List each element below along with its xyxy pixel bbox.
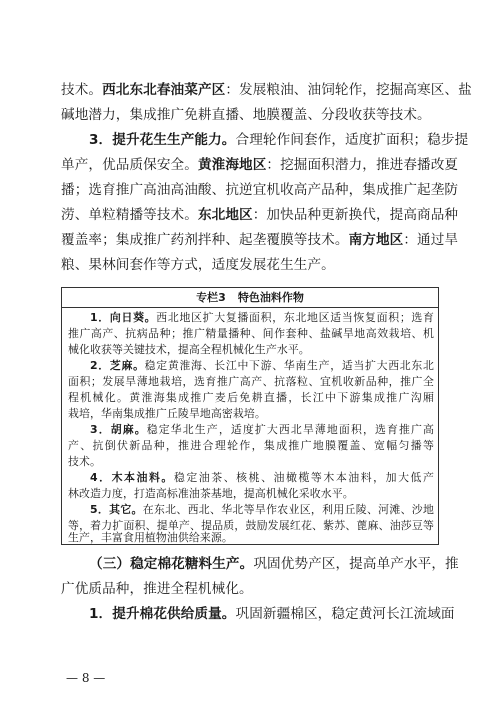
box-line: 推广高产、抗病品种；推广精量播种、间作套种、盐碱旱地高效栽培、机 bbox=[68, 327, 434, 340]
text-line: 涝、单粒精播等技术。东北地区：加快品种更新换代，提高商品种 bbox=[61, 207, 459, 223]
box-line: 技术。 bbox=[68, 455, 101, 468]
text-line: 技术。西北东北春油菜产区：发展粮油、油饲轮作，挖掘高寒区、盐 bbox=[61, 82, 472, 98]
box-line: 4．木本油料。稳定油茶、核桃、油橄榄等木本油料，加大低产 bbox=[90, 471, 435, 484]
box-line: 栽培，华南集成推广丘陵旱地高密栽培。 bbox=[68, 407, 266, 420]
special-column-box bbox=[61, 287, 439, 545]
section-heading-line: （三）稳定棉花糖料生产。巩固优势产区，提高单产水平，推 bbox=[89, 556, 459, 572]
text-line: 粮、果林间套作等方式，适度发展花生生产。 bbox=[61, 257, 335, 273]
box-line: 5．其它。在东北、西北、华北等旱作农业区，利用丘陵、河滩、沙地 bbox=[90, 503, 435, 516]
box-line: 面积；发展旱薄地栽培，选育推广高产、抗落粒、宜机收新品种，推广全 bbox=[68, 375, 434, 388]
text-line: 单产，优品质保安全。黄淮海地区：挖掘面积潜力，推进春播改夏 bbox=[61, 157, 459, 173]
text-line: 覆盖率；集成推广药剂拌种、起垄覆膜等技术。南方地区：通过旱 bbox=[61, 232, 459, 248]
box-line: 2．芝麻。稳定黄淮海、长江中下游、华南生产，适当扩大西北东北 bbox=[90, 359, 434, 372]
text-line: 1．提升棉花供给质量。巩固新疆棉区，稳定黄河长江流域面 bbox=[89, 606, 455, 622]
page-number: — 8 — bbox=[66, 671, 106, 685]
box-line: 1．向日葵。西北地区扩大复播面积，东北地区适当恢复面积；选育 bbox=[90, 311, 434, 324]
box-line: 等，着力扩面积、提单产、提品质，鼓励发展红花、紫苏、蓖麻、油莎豆等 bbox=[68, 519, 434, 532]
box-line: 生产，丰富食用植物油供给来源。 bbox=[68, 531, 233, 544]
text-line: 碱地潜力，集成推广免耕直播、地膜覆盖、分段收获等技术。 bbox=[61, 107, 431, 123]
box-line: 械化收获等关键技术，提高全程机械化生产水平。 bbox=[68, 343, 310, 356]
text-line: 3．提升花生生产能力。合理轮作间套作，适度扩面积；稳步提 bbox=[89, 132, 469, 148]
box-line: 林改造力度，打造高标准油茶基地，提高机械化采收水平。 bbox=[68, 487, 354, 500]
box-line: 3．胡麻。稳定华北生产，适度扩大西北旱薄地面积，选育推广高 bbox=[90, 423, 435, 436]
text-line: 播；选育推广高油高油酸、抗逆宜机收高产品种，集成推广起垄防 bbox=[61, 182, 459, 198]
text-line: 广优质品种，推进全程机械化。 bbox=[61, 581, 253, 597]
box-title: 专栏3 特色油料作物 bbox=[62, 288, 438, 308]
box-line: 程机械化。黄淮海集成推广麦后免耕直播，长江中下游集成推广沟厢 bbox=[68, 391, 434, 404]
box-line: 产、抗倒伏新品种，推进合理轮作，集成推广地膜覆盖、宽幅匀播等 bbox=[68, 439, 434, 452]
